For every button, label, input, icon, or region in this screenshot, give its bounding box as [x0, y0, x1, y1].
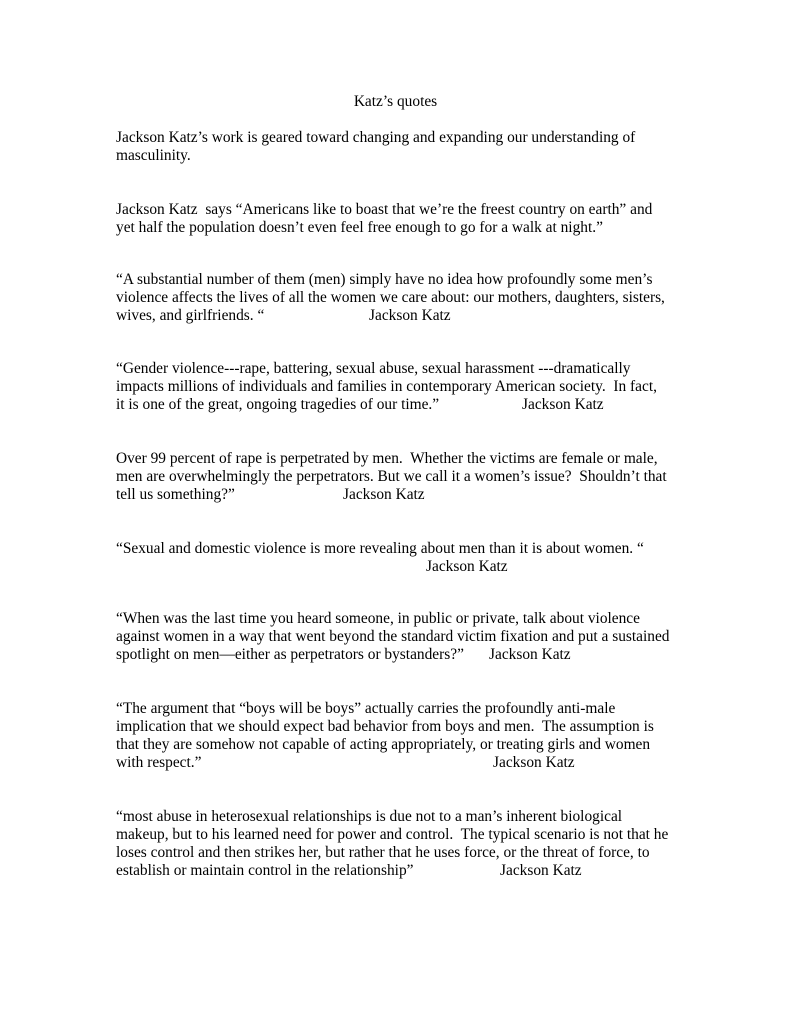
paragraph-line: “Sexual and domestic violence is more revealing about men than it is about women. “ — [116, 540, 644, 557]
paragraph-line: wives, and girlfriends. “ — [116, 307, 265, 324]
paragraph-line: impacts millions of individuals and families in contemporary American society. In fact, — [116, 378, 657, 395]
paragraph-line: implication that we should expect bad behavior from boys and men. The assumption is — [116, 718, 654, 735]
quote-7 — [116, 610, 716, 664]
paragraph-line: with respect.” — [116, 754, 202, 771]
paragraph-line: spotlight on men—either as perpetrators or bystanders?” — [116, 646, 464, 663]
paragraph-1 — [116, 129, 716, 165]
paragraph-line: establish or maintain control in the relationship” — [116, 862, 414, 879]
quote-attribution: Jackson Katz — [489, 646, 571, 663]
paragraph-line: it is one of the great, ongoing tragedies of our time.” — [116, 396, 440, 413]
paragraph-line: loses control and then strikes her, but rather that he uses force, or the threat of force, to — [116, 844, 650, 861]
quote-attribution: Jackson Katz — [369, 307, 451, 324]
quote-9 — [116, 808, 716, 880]
quote-attribution: Jackson Katz — [493, 754, 575, 771]
quote-attribution: Jackson Katz — [343, 486, 425, 503]
paragraph-line: “The argument that “boys will be boys” actually carries the profoundly anti-male — [116, 700, 616, 717]
quote-4 — [116, 360, 716, 414]
paragraph-line: men are overwhelmingly the perpetrators. But we call it a women’s issue? Shouldn’t that — [116, 468, 667, 485]
paragraph-line: “When was the last time you heard someone, in public or private, talk about violence — [116, 610, 640, 627]
quote-8 — [116, 700, 716, 772]
paragraph-line: “A substantial number of them (men) simply have no idea how profoundly some men’s — [116, 271, 653, 288]
paragraph-line: makeup, but to his learned need for power and control. The typical scenario is not that he — [116, 826, 669, 843]
page-title: Katz’s quotes — [353, 93, 438, 110]
paragraph-line: “Gender violence---rape, battering, sexual abuse, sexual harassment ---dramatically — [116, 360, 631, 377]
quote-attribution: Jackson Katz — [426, 558, 508, 575]
paragraph-line: violence affects the lives of all the women we care about: our mothers, daughters, sisters, — [116, 289, 665, 306]
paragraph-line: Jackson Katz says “Americans like to boast that we’re the freest country on earth” and — [116, 201, 653, 218]
paragraph-line: Over 99 percent of rape is perpetrated by men. Whether the victims are female or male, — [116, 450, 658, 467]
quote-attribution: Jackson Katz — [500, 862, 582, 879]
paragraph-line: masculinity. — [116, 147, 191, 164]
paragraph-line: “most abuse in heterosexual relationships is due not to a man’s inherent biological — [116, 808, 623, 825]
paragraph-2 — [116, 201, 716, 237]
paragraph-line: tell us something?” — [116, 486, 235, 503]
paragraph-line: Jackson Katz’s work is geared toward changing and expanding our understanding of — [116, 129, 636, 146]
quote-6 — [116, 540, 716, 575]
paragraph-line: against women in a way that went beyond the standard victim fixation and put a sustained — [116, 628, 670, 645]
paragraph-line: yet half the population doesn’t even feel free enough to go for a walk at night.” — [116, 219, 603, 236]
quote-attribution: Jackson Katz — [522, 396, 604, 413]
quote-5 — [116, 450, 716, 504]
paragraph-line: that they are somehow not capable of acting appropriately, or treating girls and women — [116, 736, 651, 753]
quote-3 — [116, 271, 716, 325]
